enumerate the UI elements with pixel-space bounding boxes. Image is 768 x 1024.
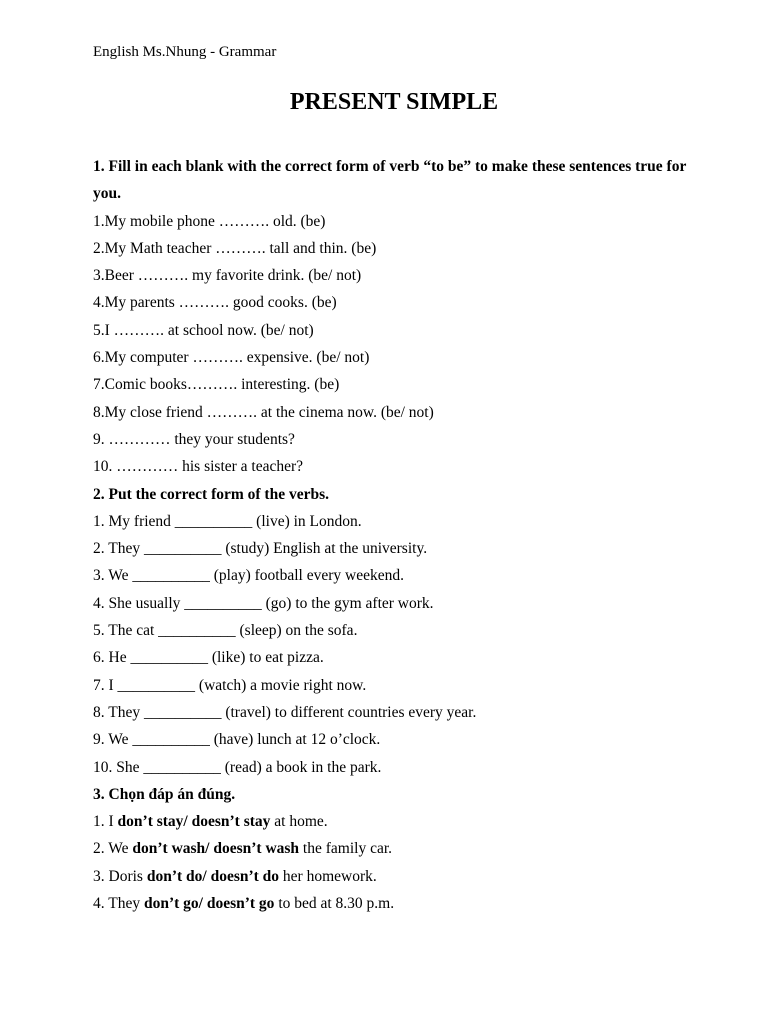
- item-prefix: 3. Doris: [93, 867, 147, 885]
- exercise-1-item: 6.My computer ………. expensive. (be/ not): [93, 349, 370, 367]
- worksheet-content: [93, 153, 693, 917]
- item-suffix: the family car.: [299, 840, 393, 858]
- exercise-1-item: 9. ………… they your students?: [93, 430, 295, 448]
- exercise-1-item: 8.My close friend ………. at the cinema now. (be/ not): [93, 403, 434, 421]
- exercise-2-item: 9. We __________ (have) lunch at 12 o’clock.: [93, 731, 381, 749]
- exercise-1-item: 2.My Math teacher ………. tall and thin. (be): [93, 239, 377, 257]
- item-prefix: 2. We: [93, 840, 133, 858]
- section-1-heading: 1. Fill in each blank with the correct form of verb “to be” to make these sentences true for you.: [93, 158, 687, 203]
- section-3-heading: 3. Chọn đáp án đúng.: [93, 785, 236, 803]
- exercise-2-item: 4. She usually __________ (go) to the gym after work.: [93, 594, 434, 612]
- exercise-2-item: 8. They __________ (travel) to different countries every year.: [93, 703, 477, 721]
- answer-options: don’t go/ doesn’t go: [143, 895, 275, 913]
- exercise-1-item: 10. ………… his sister a teacher?: [93, 458, 304, 476]
- answer-options: don’t stay/ doesn’t stay: [117, 813, 271, 831]
- exercise-2-item: 1. My friend __________ (live) in London.: [93, 512, 362, 530]
- exercise-1-item: 1.My mobile phone ………. old. (be): [93, 212, 326, 230]
- item-suffix: to bed at 8.30 p.m.: [274, 895, 395, 913]
- exercise-2-item: 10. She __________ (read) a book in the park.: [93, 758, 382, 776]
- exercise-3-item: [93, 863, 693, 890]
- section-2-heading: 2. Put the correct form of the verbs.: [93, 485, 330, 503]
- item-suffix: at home.: [270, 813, 328, 831]
- exercise-3-item: [93, 808, 693, 835]
- exercise-2-item: 6. He __________ (like) to eat pizza.: [93, 649, 324, 667]
- item-prefix: 4. They: [93, 895, 144, 913]
- exercise-3-item: [93, 890, 693, 917]
- exercise-1-item: 5.I ………. at school now. (be/ not): [93, 321, 314, 339]
- exercise-1-item: 3.Beer ………. my favorite drink. (be/ not): [93, 267, 362, 285]
- exercise-2-item: 2. They __________ (study) English at the university.: [93, 540, 428, 558]
- exercise-2-item: 3. We __________ (play) football every weekend.: [93, 567, 404, 585]
- page-title: PRESENT SIMPLE: [289, 89, 499, 115]
- page-header: English Ms.Nhung - Grammar: [93, 44, 277, 60]
- item-suffix: her homework.: [279, 867, 377, 885]
- exercise-1-item: 7.Comic books………. interesting. (be): [93, 376, 340, 394]
- exercise-2-item: 5. The cat __________ (sleep) on the sofa.: [93, 622, 358, 640]
- answer-options: don’t wash/ doesn’t wash: [132, 840, 300, 858]
- exercise-3-item: [93, 835, 693, 862]
- answer-options: don’t do/ doesn’t do: [146, 867, 280, 885]
- exercise-1-item: 4.My parents ………. good cooks. (be): [93, 294, 337, 312]
- item-prefix: 1. I: [93, 813, 118, 831]
- exercise-2-item: 7. I __________ (watch) a movie right now.: [93, 676, 367, 694]
